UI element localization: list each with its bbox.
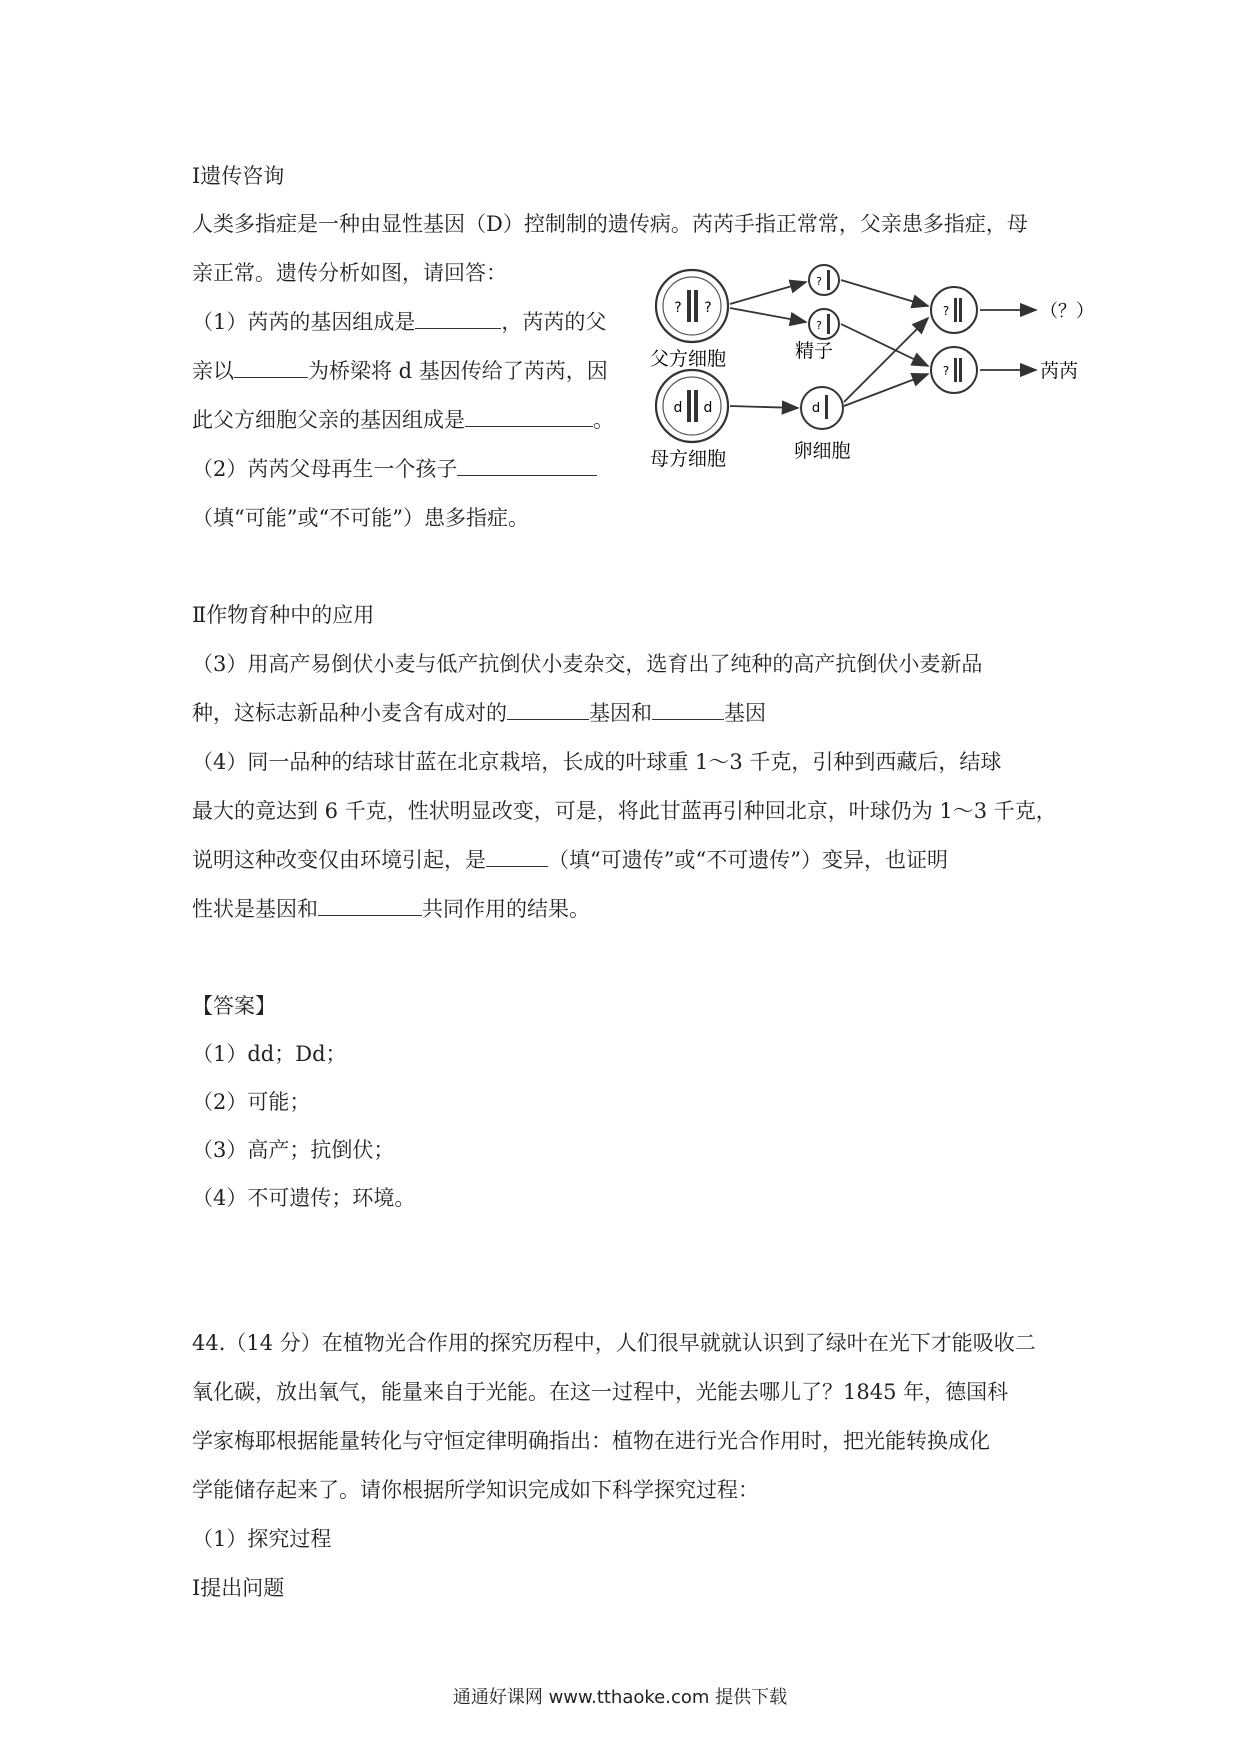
question-4-line-4 [192,895,590,923]
sperm-bottom-allele: ? [816,319,822,332]
question-4-line-2: 最大的竟达到 6 千克，性状明显改变，可是，将此甘蓝再引种回北京，叶球仍为 1～3 千克， [192,799,1057,823]
offspring-bottom-allele: ? [942,364,950,378]
result-bottom-label: 芮芮 [1040,360,1079,382]
answer-blank[interactable] [507,699,589,720]
question-1-line-3 [192,406,614,434]
question-3-line-1: （3）用高产易倒伏小麦与低产抗倒伏小麦杂交，选育出了纯种的高产抗倒伏小麦新品 [192,652,983,676]
question-4-line-3 [192,846,948,874]
question-2-line-2: （填“可能”或“不可能”）患多指症。 [192,506,529,530]
q4-text-d: 共同作用的结果。 [422,897,590,921]
intro-line-2: 亲正常。遗传分析如图，请回答： [192,261,507,285]
q4-text-b: （填“可遗传”或“不可遗传”）变异，也证明 [548,848,948,872]
answer-blank[interactable] [415,308,501,329]
answer-blank[interactable] [652,699,724,720]
page-footer: 通通好课网 www.tthaoke.com 提供下载 [452,1687,788,1708]
sperm-label: 精子 [794,340,834,362]
offspring-cell-top [931,287,977,333]
father-cell-label: 父方细胞 [649,348,727,370]
question-44-line-4: 学能储存起来了。请你根据所学知识完成如下科学探究过程： [192,1478,759,1502]
mother-allele-right: d [703,400,713,416]
q3-text-c: 基因 [724,701,766,725]
inheritance-diagram [636,262,1096,472]
q1-text-d: 为桥梁将 d 基因传给了芮芮，因 [308,359,608,383]
answer-3: （3）高产；抗倒伏； [192,1138,395,1162]
diagram-arrows [730,280,1036,408]
offspring-cell-bottom [931,347,977,393]
question-1-line-2 [192,357,608,385]
inheritance-diagram-svg [636,262,1096,472]
father-cell [656,270,728,342]
q1-text-f: 。 [593,408,614,432]
answer-blank[interactable] [465,406,593,427]
result-top-label: （？） [1040,301,1094,322]
q4-text-a: 说明这种改变仅由环境引起，是 [192,848,486,872]
egg-cell [801,387,843,429]
question-44-line-1: 44.（14 分）在植物光合作用的探究历程中，人们很早就就认识到了绿叶在光下才能吸收二 [192,1331,1036,1355]
q2-text-a: （2）芮芮父母再生一个孩子 [192,457,458,481]
mother-allele-left: d [673,400,683,416]
question-3-line-2 [192,699,766,727]
q1-text-b: ，芮芮的父 [501,310,607,334]
sperm-top-allele: ? [816,275,822,288]
answer-4: （4）不可遗传；环境。 [192,1186,416,1210]
question-44-line-3: 学家梅耶根据能量转化与守恒定律明确指出：植物在进行光合作用时，把光能转换成化 [192,1429,990,1453]
question-44-line-2: 氧化碳，放出氧气，能量来自于光能。在这一过程中，光能去哪儿了？1845 年，德国科 [192,1380,1009,1404]
mother-cell [656,370,728,442]
father-allele-left: ? [674,300,682,316]
answer-blank[interactable] [486,846,548,867]
question-1-line-1 [192,308,606,336]
answer-2: （2）可能； [192,1090,311,1114]
father-allele-right: ? [704,300,712,316]
answer-blank[interactable] [234,357,308,378]
q1-text-e: 此父方细胞父亲的基因组成是 [192,408,465,432]
answer-blank[interactable] [318,895,422,916]
q3-text-a: 种，这标志新品种小麦含有成对的 [192,701,507,725]
question-44-line-6: Ⅰ提出问题 [192,1576,285,1600]
question-4-line-1: （4）同一品种的结球甘蓝在北京栽培，长成的叶球重 1～3 千克，引种到西藏后，结球 [192,750,1002,774]
q1-text-c: 亲以 [192,359,234,383]
q1-text-a: （1）芮芮的基因组成是 [192,310,416,334]
answer-blank[interactable] [457,455,597,476]
sperm-cell-bottom [809,309,839,339]
intro-line-1: 人类多指症是一种由显性基因（D）控制制的遗传病。芮芮手指正常常，父亲患多指症，母 [192,212,1028,236]
mother-cell-label: 母方细胞 [649,448,727,470]
question-2-line-1 [192,455,597,483]
egg-allele: d [811,401,821,416]
q4-text-c: 性状是基因和 [192,897,318,921]
section-heading-genetic-consult: Ⅰ遗传咨询 [192,164,285,188]
offspring-top-allele: ? [942,304,950,318]
answers-heading: 【答案】 [192,994,276,1018]
sperm-cell-top [809,265,839,295]
section-heading-crop-breeding: Ⅱ作物育种中的应用 [192,603,375,627]
egg-label: 卵细胞 [793,440,851,462]
answer-1: （1）dd；Dd； [192,1042,347,1066]
question-44-line-5: （1）探究过程 [192,1527,332,1551]
q3-text-b: 基因和 [589,701,652,725]
